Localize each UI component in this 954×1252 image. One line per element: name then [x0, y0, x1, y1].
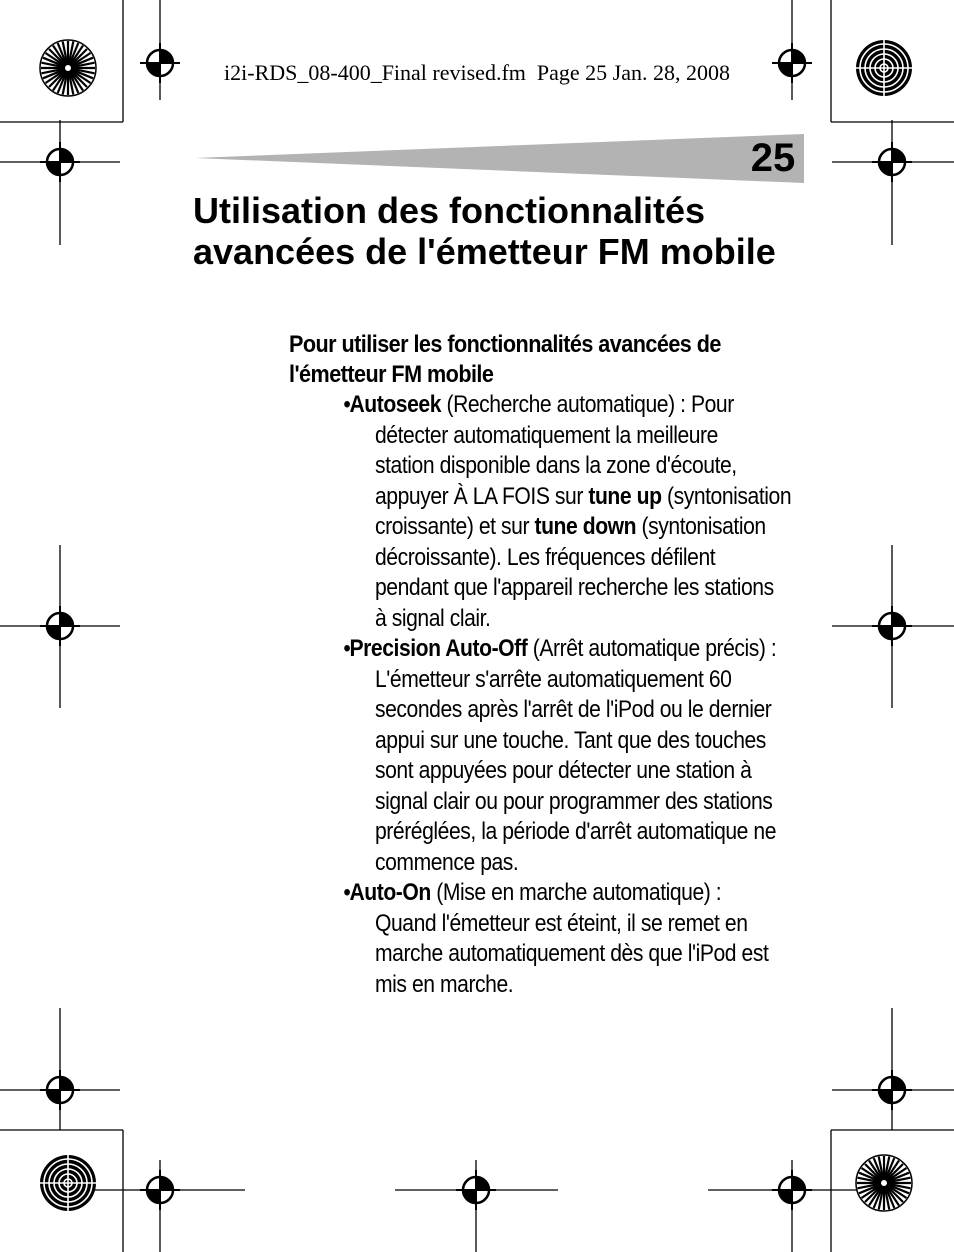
- list-item-body: détecter automatiquement la meilleure station disponible dans la zone d'écoute, appuyer À LA FOIS sur tune up (syntonisation croissante) et sur tune down (syntonisation décroissante). Les fréquences défilent pendant que l'appareil recherche les stations à signal clair.: [375, 421, 792, 632]
- feature-section: [289, 330, 809, 1000]
- bullet-mark: •: [343, 635, 351, 662]
- bullet-mark: •: [343, 879, 351, 906]
- list-item-auto-on: [343, 878, 797, 1000]
- section-heading: Pour utiliser les fonctionnalités avancées de l'émetteur FM mobile: [289, 331, 721, 388]
- list-item-precision-auto-off: [343, 634, 797, 878]
- page-title: Utilisation des fonctionnalités avancées de l'émetteur FM mobile: [193, 190, 776, 272]
- term-auto-on: Auto-On: [349, 879, 431, 906]
- key-tune-up: tune up: [588, 482, 662, 510]
- key-tune-down: tune down: [534, 513, 637, 540]
- page-number: 25: [750, 136, 796, 180]
- list-item-first-line: Precision Auto-Off (Arrêt automatique précis) :: [349, 635, 777, 662]
- print-slug-line: i2i-RDS_08-400_Final revised.fm Page 25 Jan. 28, 2008: [224, 60, 730, 85]
- list-item-first-line: Auto-On (Mise en marche automatique) :: [349, 879, 722, 906]
- bullet-mark: •: [343, 391, 351, 418]
- term-precision-auto-off: Precision Auto-Off: [349, 635, 528, 662]
- term-autoseek: Autoseek: [349, 391, 442, 418]
- feature-list: [289, 390, 809, 1000]
- list-item-autoseek: [343, 390, 797, 634]
- list-item-first-line: Autoseek (Recherche automatique) : Pour: [349, 391, 734, 418]
- list-item-body: L'émetteur s'arrête automatiquement 60 secondes après l'arrêt de l'iPod ou le dernier appui sur une touche. Tant que des touches sont appuyées pour détecter une station à signal clair ou pour programmer des stations préréglées, la période d'arrêt automatique ne commence pas.: [375, 665, 777, 876]
- list-item-body: Quand l'émetteur est éteint, il se remet en marche automatiquement dès que l'iPod est mis en marche.: [375, 909, 769, 998]
- header-bar: [195, 134, 804, 183]
